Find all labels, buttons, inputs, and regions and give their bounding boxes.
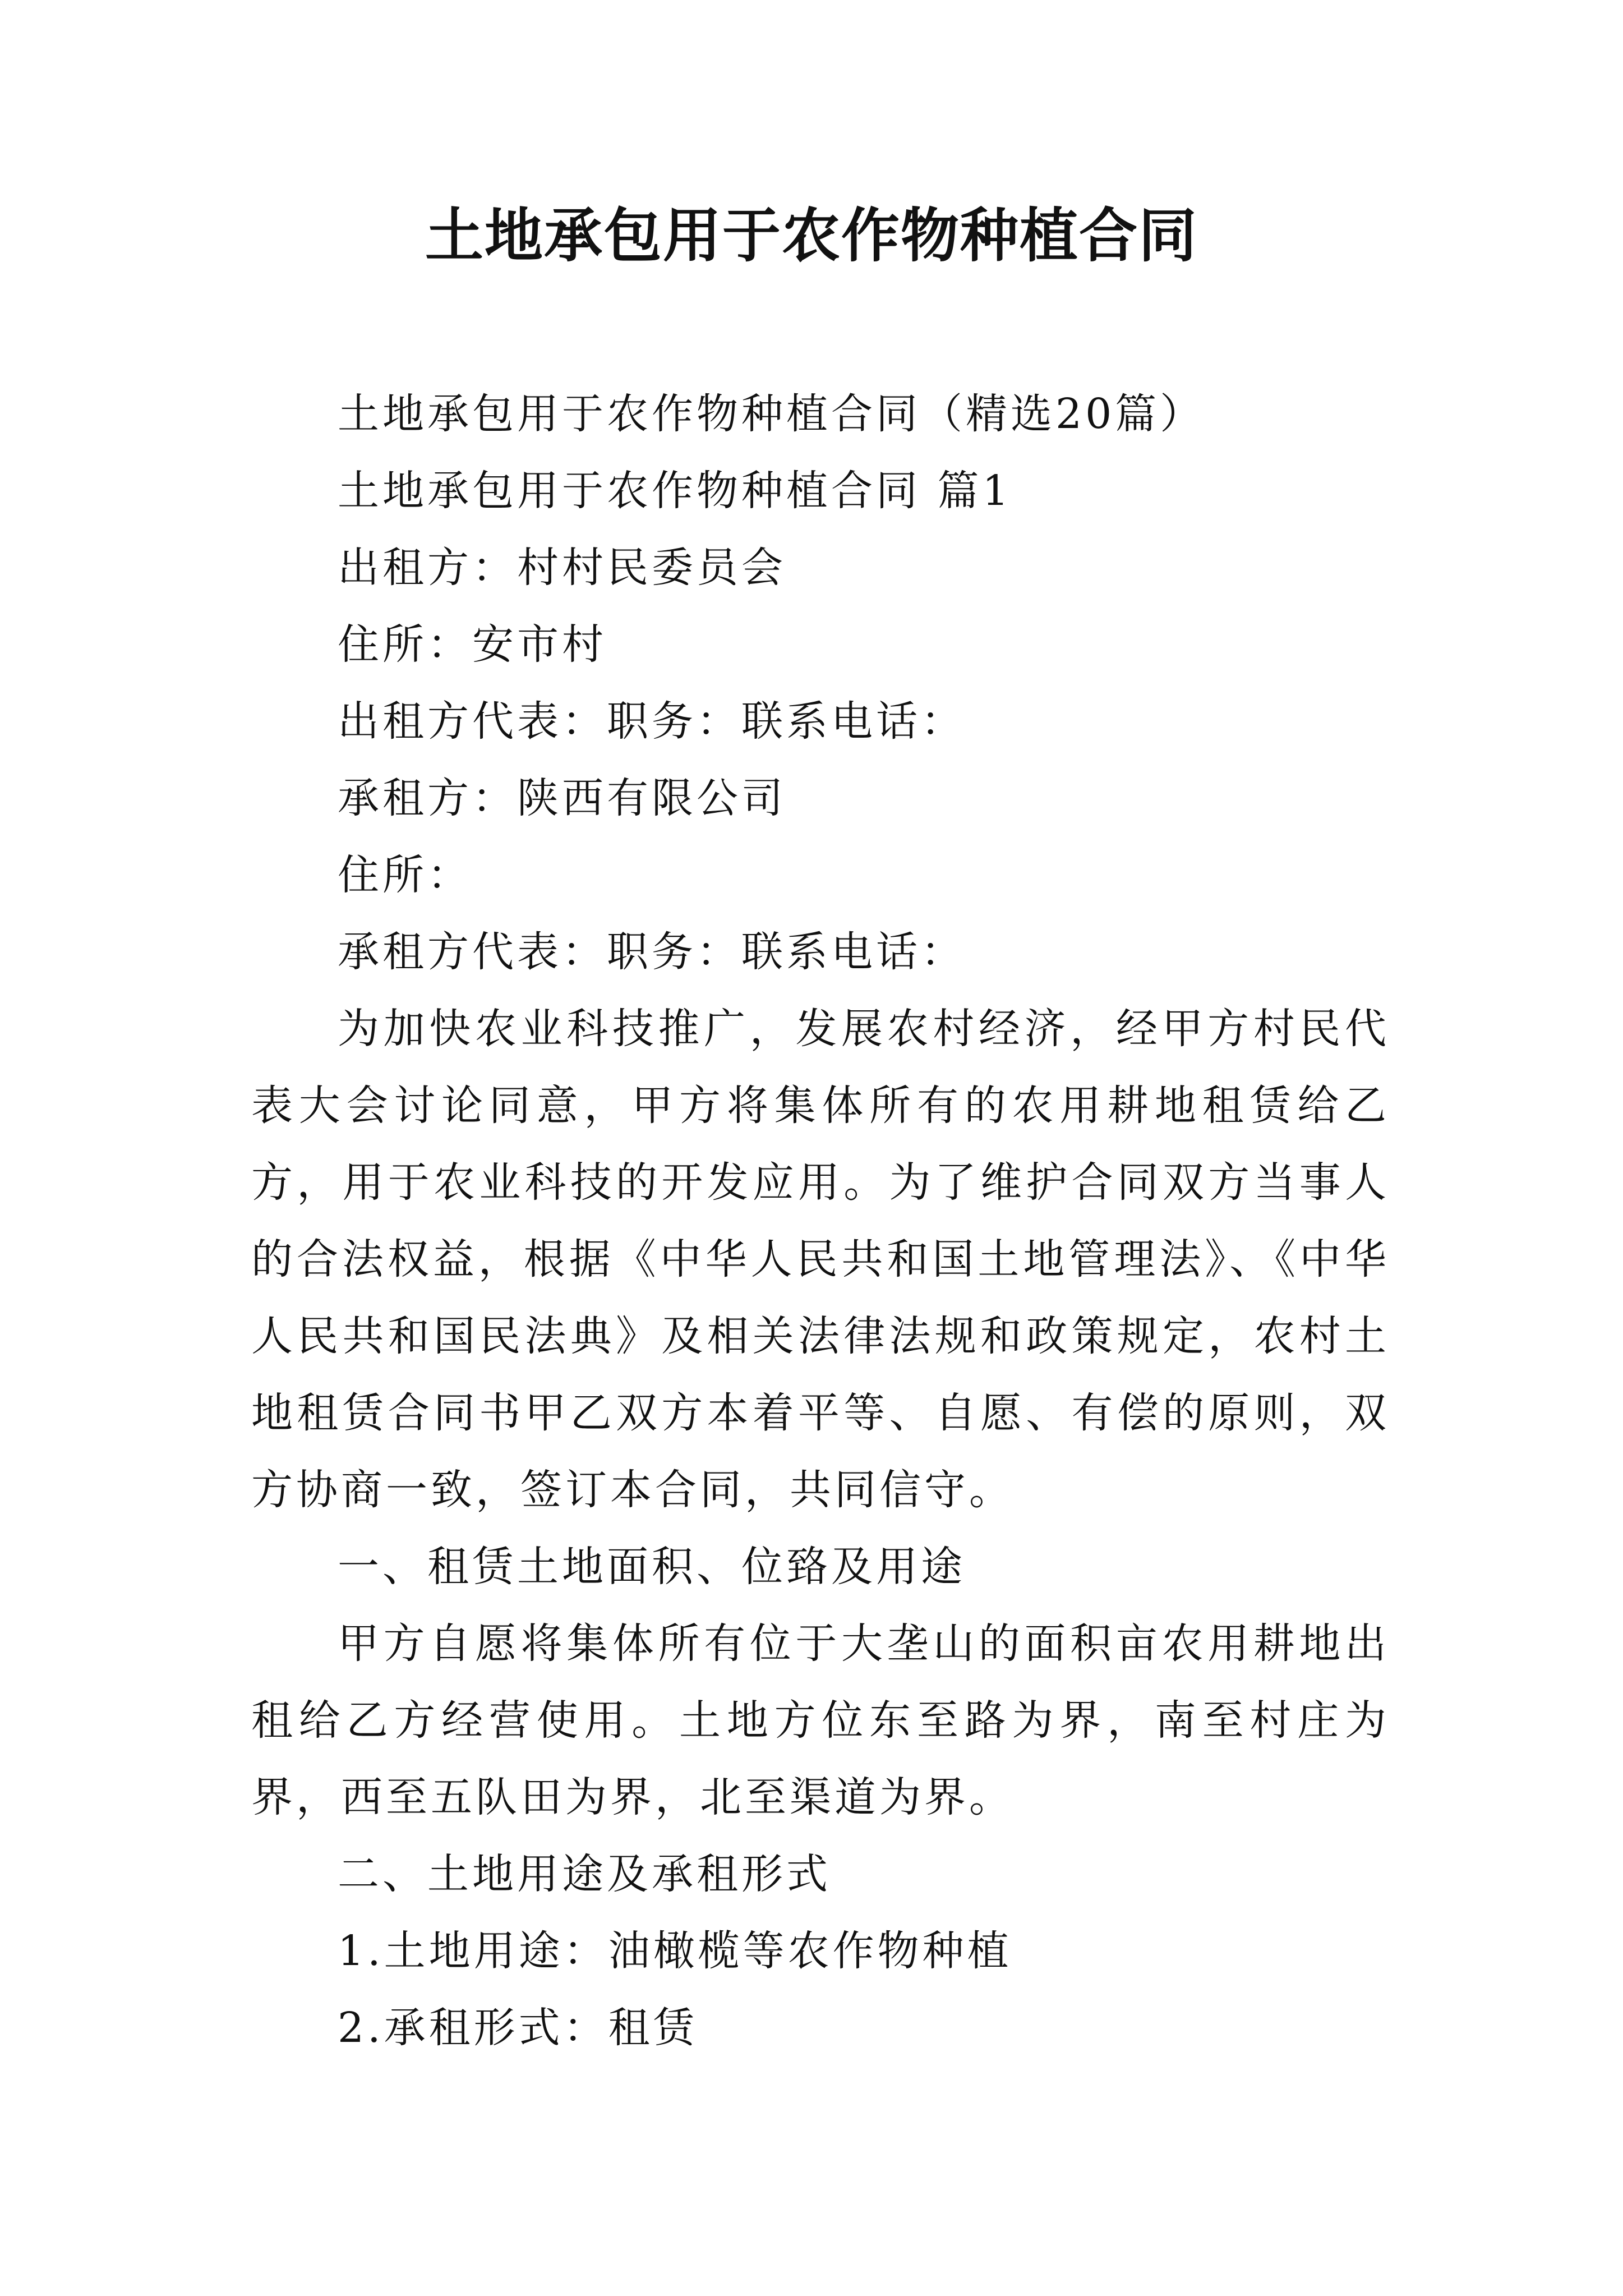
document-title: 土地承包用于农作物种植合同 <box>425 201 1198 270</box>
document-body <box>251 376 1390 2067</box>
section-heading: 土地承包用于农作物种植合同 篇1 <box>338 467 1012 515</box>
lessor-address-line: 住所：安市村 <box>338 620 607 669</box>
preamble-paragraph: 为加快农业科技推广，发展农村经济，经甲方村民代表大会讨论同意，甲方将集体所有的农用耕地租赁给乙方，用于农业科技的开发应用。为了维护合同双方当事人的合法权益，根据《中华人民共和国土地管理法》、《中华人民共和国民法典》及相关法律法规和政策规定，农村土地租赁合同书甲乙双方本着平等、自愿、有偿的原则，双方协商一致，签订本合同，共同信守。 <box>251 1005 1390 1514</box>
lessee-address-line: 住所： <box>338 851 472 899</box>
lessee-line: 承租方：陕西有限公司 <box>338 774 786 822</box>
clause2-item-lease-form: 2.承租形式：租赁 <box>338 2004 698 2052</box>
lessee-representative-line: 承租方代表：职务：联系电话： <box>338 928 966 976</box>
document-subtitle: 土地承包用于农作物种植合同（精选20篇） <box>338 390 1205 438</box>
clause1-paragraph: 甲方自愿将集体所有位于大垄山的面积亩农用耕地出租给乙方经营使用。土地方位东至路为界，南至村庄为界，西至五队田为界，北至渠道为界。 <box>251 1619 1390 1821</box>
lessor-representative-line: 出租方代表：职务：联系电话： <box>338 697 966 746</box>
lessor-line: 出租方：村村民委员会 <box>338 544 786 592</box>
clause2-item-land-use: 1.土地用途：油橄榄等农作物种植 <box>338 1927 1012 1975</box>
clause2-heading: 二、土地用途及承租形式 <box>338 1850 831 1898</box>
clause1-heading: 一、租赁土地面积、位臵及用途 <box>338 1543 966 1591</box>
